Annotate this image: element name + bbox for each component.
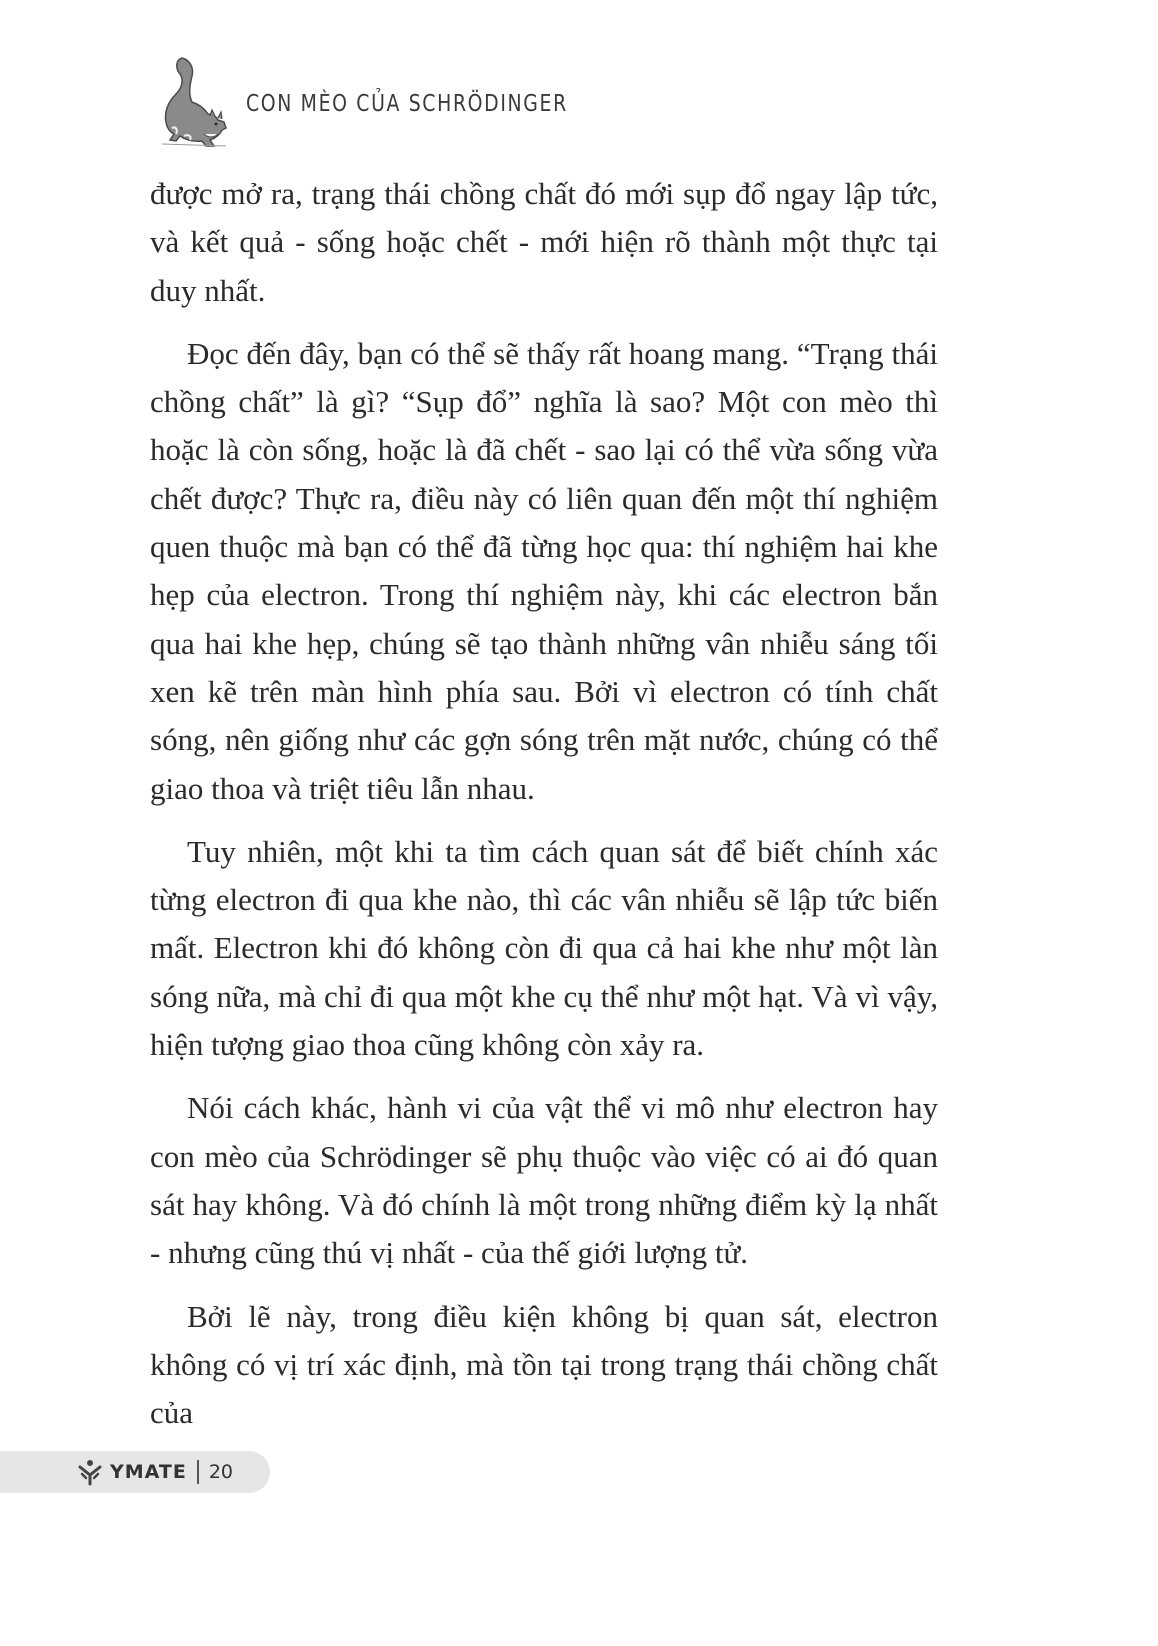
paragraph: Bởi lẽ này, trong điều kiện không bị quan sát, electron không có vị trí xác định, mà tồn tại trong trạng thái chồng chất của [150, 1298, 938, 1431]
footer-divider [197, 1460, 199, 1484]
paragraph: được mở ra, trạng thái chồng chất đó mới sụp đổ ngay lập tức, và kết quả - sống hoặc chết - mới hiện rõ thành một thực tại duy nhất. [150, 176, 938, 308]
paragraph: Tuy nhiên, một khi ta tìm cách quan sát để biết chính xác từng electron đi qua khe nào, thì các vân nhiễu sẽ lập tức biến mất. Electron khi đó không còn đi qua cả hai khe như một làn sóng nữa, mà chỉ đi qua một khe cụ thể như một hạt. Và vì vậy, hiện tượng giao thoa cũng không còn xảy ra. [150, 833, 938, 1063]
running-title: CON MÈO CỦA SCHRÖDINGER [246, 91, 568, 117]
ymate-logo-icon [76, 1458, 104, 1486]
page-header [160, 52, 638, 152]
body-text [150, 170, 938, 1452]
page-number: 20 [208, 1461, 234, 1483]
paragraph: Đọc đến đây, bạn có thể sẽ thấy rất hoang mang. “Trạng thái chồng chất” là gì? “Sụp đổ” nghĩa là sao? Một con mèo thì hoặc là còn sống, hoặc là đã chết - sao lại có thể vừa sống vừa chết được? Thực ra, điều này có liên quan đến một thí nghiệm quen thuộc mà bạn có thể đã từng học qua: thí nghiệm hai khe hẹp của electron. Trong thí nghiệm này, khi các electron bắn qua hai khe hẹp, chúng sẽ tạo thành những vân nhiễu sáng tối xen kẽ trên màn hình phía sau. Bởi vì electron có tính chất sóng, nên giống như các gợn sóng trên mặt nước, chúng có thể giao thoa và triệt tiêu lẫn nhau. [150, 335, 938, 806]
brand-name: YMATE [110, 1461, 187, 1483]
page-footer [0, 1451, 270, 1493]
stretching-cat-icon [160, 54, 230, 150]
paragraph: Nói cách khác, hành vi của vật thể vi mô như electron hay con mèo của Schrödinger sẽ phụ thuộc vào việc có ai đó quan sát hay không. Và đó chính là một trong những điểm kỳ lạ nhất - nhưng cũng thú vị nhất - của thế giới lượng tử. [150, 1090, 938, 1271]
